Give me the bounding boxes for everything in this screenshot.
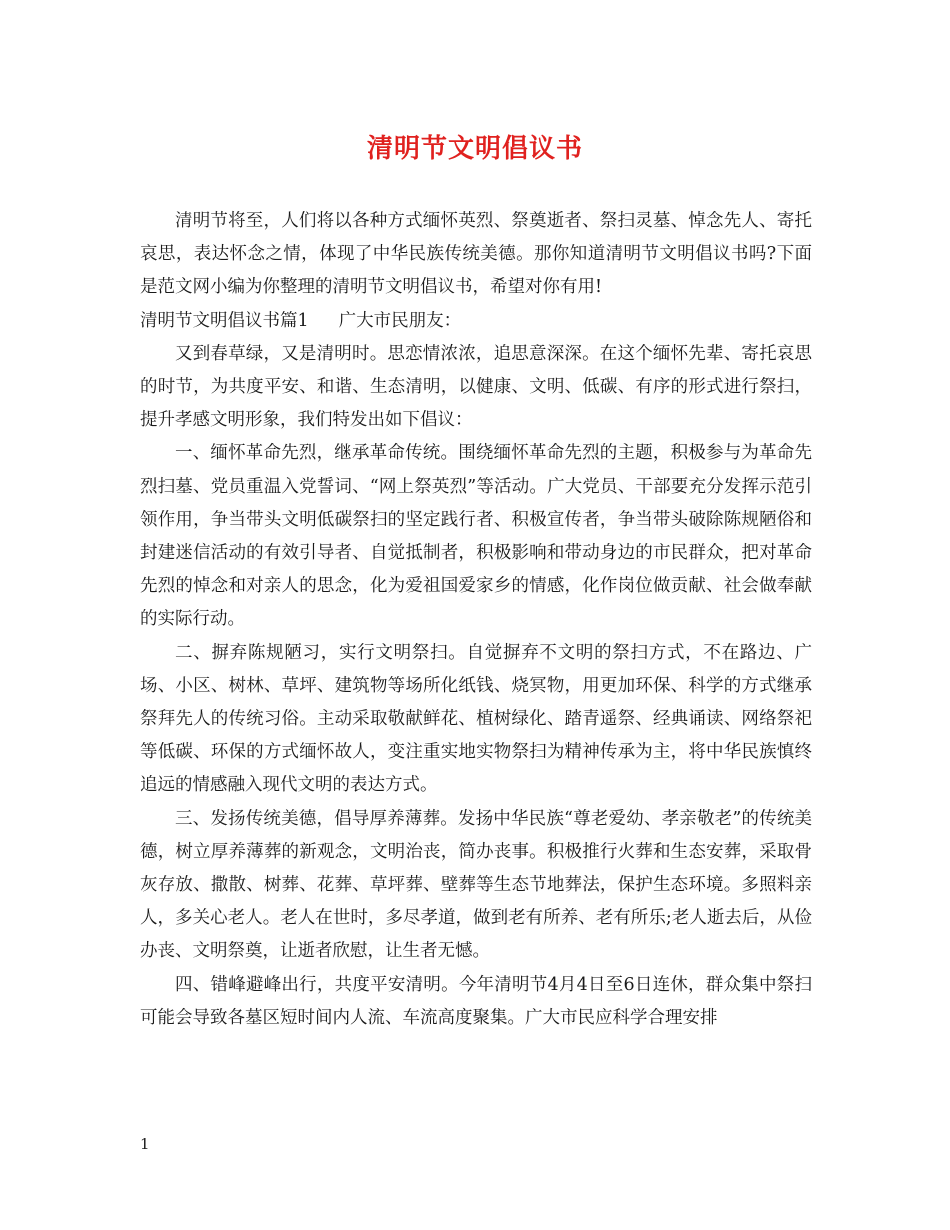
page-number: 1 xyxy=(140,1135,150,1153)
paragraph-item-3: 三、发扬传统美德，倡导厚养薄葬。发扬中华民族“尊老爱幼、孝亲敬老”的传统美德，树立厚养薄葬的新观念，文明治丧，简办丧事。积极推行火葬和生态安葬，采取骨灰存放、撒散、树葬、花葬、草坪葬、壁葬等生态节地葬法，保护生态环境。多照料亲人，多关心老人。老人在世时，多尽孝道，做到老有所养、老有所乐;老人逝去后，从俭办丧、文明祭奠，让逝者欣慰，让生者无憾。 xyxy=(140,808,812,962)
paragraph-item-1: 一、缅怀革命先烈，继承革命传统。围绕缅怀革命先烈的主题，积极参与为革命先烈扫墓、党员重温入党誓词、“网上祭英烈”等活动。广大党员、干部要充分发挥示范引领作用，争当带头文明低碳祭扫的坚定践行者、积极宣传者，争当带头破除陈规陋俗和封建迷信活动的有效引导者、自觉抵制者，积极影响和带动身边的市民群众，把对革命先烈的悼念和对亲人的思念，化为爱祖国爱家乡的情感，化作岗位做贡献、社会做奉献的实际行动。 xyxy=(140,443,812,630)
section-heading-line xyxy=(140,305,812,338)
paragraph-opening: 又到春草绿，又是清明时。思恋情浓浓，追思意深深。在这个缅怀先辈、寄托哀思的时节，为共度平安、和谐、生态清明，以健康、文明、低碳、有序的形式进行祭扫，提升孝感文明形象，我们特发出如下倡议： xyxy=(140,343,812,431)
section-label: 清明节文明倡议书篇1 xyxy=(140,310,309,331)
document-title: 清明节文明倡议书 xyxy=(366,134,583,164)
greeting: 广大市民朋友： xyxy=(338,310,462,331)
document-body xyxy=(140,205,812,1035)
paragraph-item-2: 二、摒弃陈规陋习，实行文明祭扫。自觉摒弃不文明的祭扫方式，不在路边、广场、小区、树林、草坪、建筑物等场所化纸钱、烧冥物，用更加环保、科学的方式继承祭拜先人的传统习俗。主动采取敬献鲜花、植树绿化、踏青遥祭、经典诵读、网络祭祀等低碳、环保的方式缅怀故人，变注重实地实物祭扫为精神传承为主，将中华民族慎终追远的情感融入现代文明的表达方式。 xyxy=(140,642,812,796)
intro-paragraph: 清明节将至，人们将以各种方式缅怀英烈、祭奠逝者、祭扫灵墓、悼念先人、寄托哀思，表达怀念之情，体现了中华民族传统美德。那你知道清明节文明倡议书吗?下面是范文网小编为你整理的清明节文明倡议书，希望对你有用! xyxy=(140,211,812,298)
paragraph-item-4: 四、错峰避峰出行，共度平安清明。今年清明节4月4日至6日连休，群众集中祭扫可能会导致各墓区短时间内人流、车流高度聚集。广大市民应科学合理安排 xyxy=(140,974,812,1028)
